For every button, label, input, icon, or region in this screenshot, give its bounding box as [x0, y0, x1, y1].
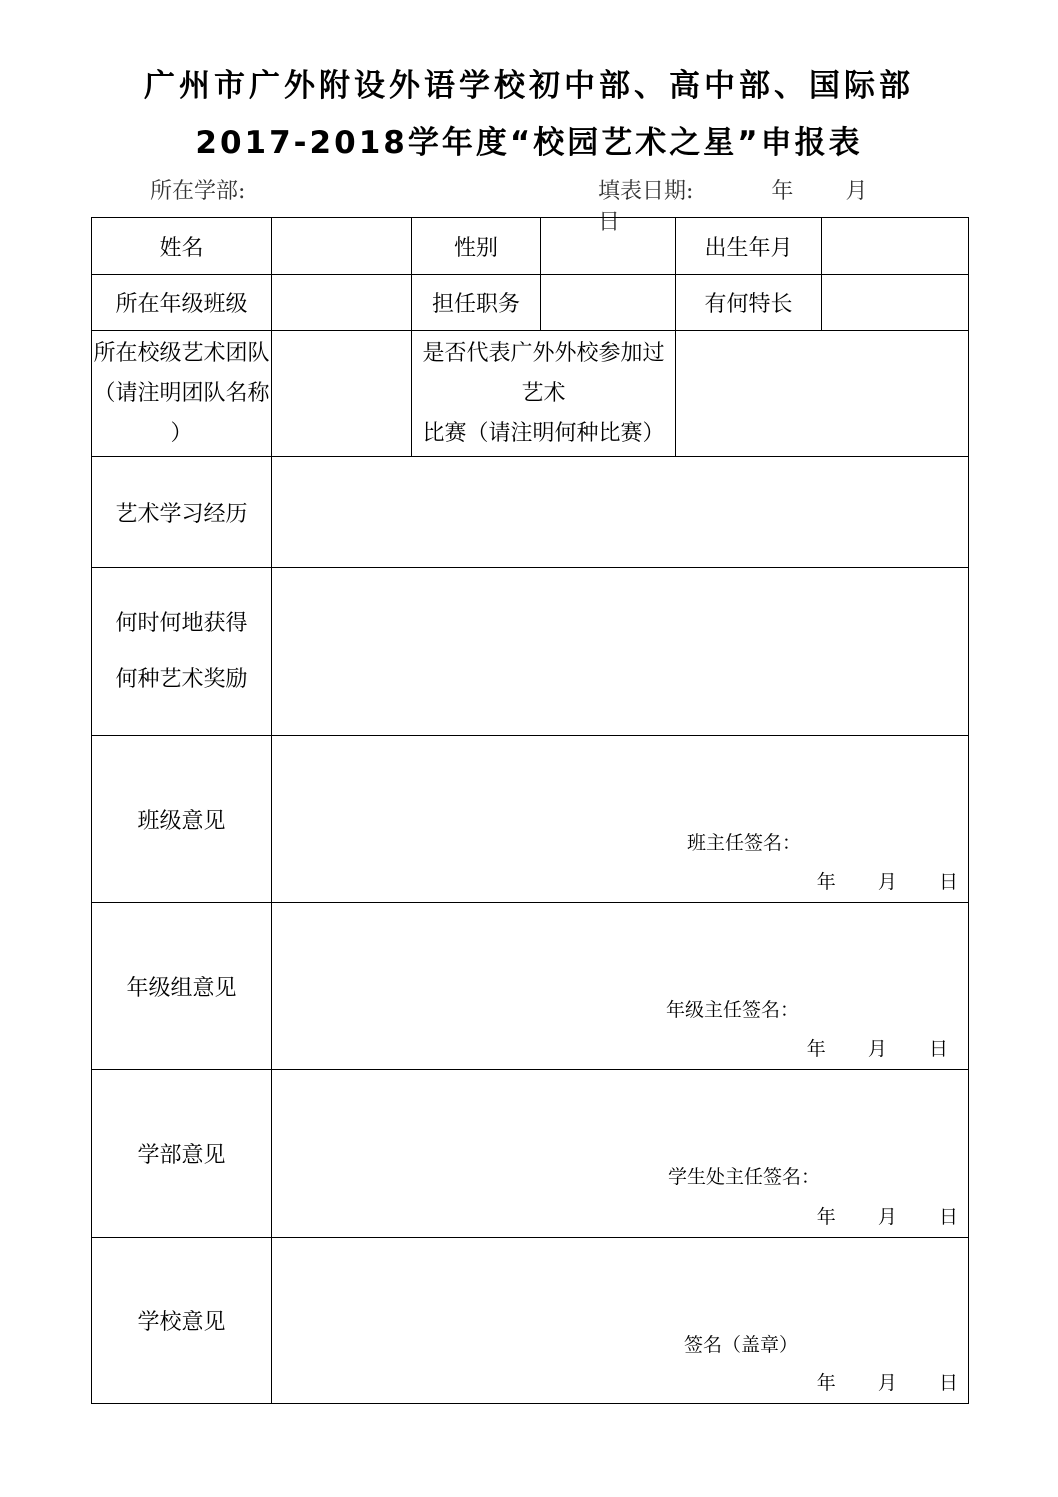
- birth-field[interactable]: [822, 218, 969, 275]
- position-field[interactable]: [541, 275, 676, 331]
- team-field[interactable]: [272, 331, 412, 457]
- awards-field[interactable]: [272, 568, 969, 736]
- team-label-line-3: ）: [170, 420, 193, 446]
- grade-opinion-day: 日: [928, 1038, 948, 1060]
- grade-opinion-label: 年级组意见: [92, 903, 272, 1070]
- team-label-line-1: 所在校级艺术团队: [93, 340, 270, 366]
- class-teacher-sign-label: 班主任签名：: [687, 832, 802, 854]
- name-field[interactable]: [272, 218, 412, 275]
- class-opinion-year: 年: [816, 871, 836, 893]
- dept-label: 所在学部:: [150, 179, 246, 204]
- experience-label: 艺术学习经历: [92, 457, 272, 568]
- school-opinion-label: 学校意见: [92, 1238, 272, 1404]
- specialty-field[interactable]: [822, 275, 969, 331]
- grade-head-sign-label: 年级主任签名：: [666, 999, 800, 1021]
- school-opinion-year: 年: [816, 1372, 836, 1394]
- dept-opinion-year: 年: [816, 1206, 836, 1228]
- title-line-1: 广州市广外附设外语学校初中部、高中部、国际部: [144, 68, 914, 104]
- grade-opinion-year: 年: [806, 1038, 826, 1060]
- awards-label-line-2: 何种艺术奖励: [115, 666, 248, 692]
- class-label: 所在年级班级: [92, 275, 272, 331]
- specialty-label: 有何特长: [676, 275, 822, 331]
- dept-opinion-date: [817, 1202, 958, 1229]
- dept-opinion-day: 日: [938, 1206, 958, 1228]
- fill-date-day: 日: [598, 210, 621, 235]
- fill-date-year: 年: [771, 179, 794, 204]
- contest-field[interactable]: [676, 331, 969, 457]
- school-opinion-date: [817, 1368, 958, 1395]
- team-label: [92, 331, 272, 457]
- grade-opinion-month: 月: [867, 1038, 887, 1060]
- school-opinion-field[interactable]: [272, 1238, 969, 1404]
- fill-date-label: 填表日期:: [598, 179, 694, 204]
- position-label: 担任职务: [412, 275, 541, 331]
- application-form: [91, 217, 969, 1404]
- class-opinion-label: 班级意见: [92, 736, 272, 903]
- contest-label-line-2: 比赛（请注明何种比赛）: [422, 420, 665, 446]
- experience-field[interactable]: [272, 457, 969, 568]
- class-field[interactable]: [272, 275, 412, 331]
- dept-opinion-field[interactable]: [272, 1070, 969, 1238]
- awards-label-line-1: 何时何地获得: [115, 610, 248, 636]
- school-opinion-month: 月: [877, 1372, 897, 1394]
- gender-label: 性别: [412, 218, 541, 275]
- gender-field[interactable]: [541, 218, 676, 275]
- contest-label: [412, 331, 676, 457]
- grade-opinion-date: [807, 1034, 948, 1061]
- name-label: 姓名: [92, 218, 272, 275]
- grade-opinion-field[interactable]: [272, 903, 969, 1070]
- team-label-line-2: （请注明团队名称: [93, 380, 270, 406]
- dept-opinion-month: 月: [877, 1206, 897, 1228]
- awards-label: [92, 568, 272, 736]
- contest-label-line-1: 是否代表广外外校参加过艺术: [422, 340, 665, 406]
- fill-date-month: 月: [845, 179, 868, 204]
- birth-label: 出生年月: [676, 218, 822, 275]
- class-opinion-date: [817, 867, 958, 894]
- student-affairs-sign-label: 学生处主任签名：: [668, 1166, 821, 1188]
- school-opinion-day: 日: [938, 1372, 958, 1394]
- school-seal-sign-label: 签名（盖章）: [684, 1334, 799, 1356]
- class-opinion-field[interactable]: [272, 736, 969, 903]
- class-opinion-month: 月: [877, 871, 897, 893]
- title-line-2: 2017-2018学年度“校园艺术之星”申报表: [195, 125, 863, 161]
- class-opinion-day: 日: [938, 871, 958, 893]
- dept-opinion-label: 学部意见: [92, 1070, 272, 1238]
